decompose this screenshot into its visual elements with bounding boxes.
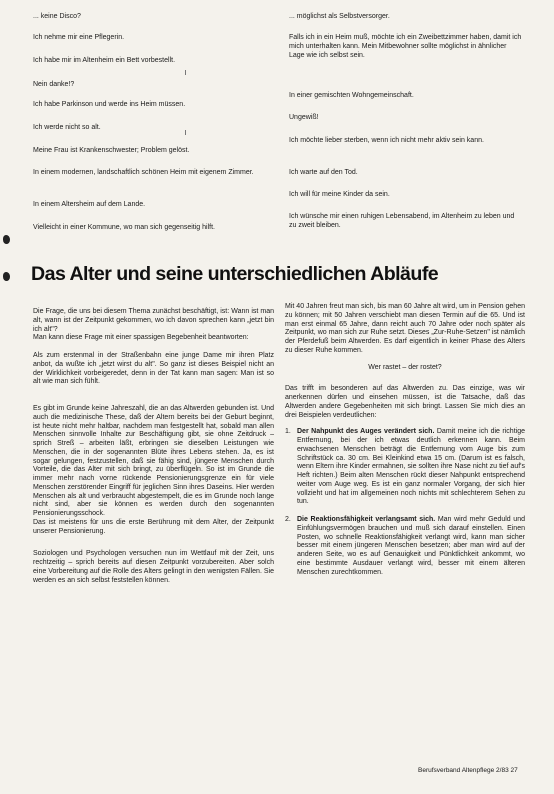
punch-hole-bottom bbox=[3, 272, 10, 281]
quote: Ungewiß! bbox=[289, 114, 319, 121]
quote: Ich möchte lieber sterben, wenn ich nicht mehr aktiv sein kann. bbox=[289, 137, 484, 144]
quote: In einem modernen, landschaftlich schönen Heim mit eigenem Zimmer. bbox=[33, 169, 254, 176]
punch-hole-top bbox=[3, 235, 10, 244]
list-item-text: Damit meine ich die richtige Entfernung, bei der ich etwas deutlich erkennen kann. Beim erwachsenen Menschen beträgt die Entfernung vom Auge bis zum Schriftstück ca. 30 cm. Bei Kleinkind etwa 15 cm. (Darum ist es falsch, wenn Eltern ihre Kinder ermahnen, sie sollten ihre Nase nicht zu tief auf's Heft richten.) Beim alten Menschen rückt dieser Nahpunkt entsprechend weiter vom Auge weg. Es ist ein ganz normaler Vorgang, der sich hier vollzieht und hat im allgemeinen noch nichts mit schlechterem Sehen zu tun. bbox=[297, 428, 525, 506]
paragraph: Soziologen und Psychologen versuchen nun im Wettlauf mit der Zeit, uns rechtzeitig – sprich bereits auf diesen Zeitpunkt vorzubereiten. Aber solch eine Vorbereitung auf die Rolle des Alters gelingt in den wenigsten Fällen. Sie werden es an sich selbst feststellen können. bbox=[33, 550, 274, 584]
quote: Falls ich in ein Heim muß, möchte ich ein Zweibettzimmer haben, damit ich mich unterhalten kann. Mein Mitbewohner sollte möglichst in ähnlicher Lage wie ich selbst sein. bbox=[289, 34, 522, 59]
article-column-right bbox=[285, 303, 525, 585]
quote: Ich habe Parkinson und werde ins Heim müssen. bbox=[33, 101, 186, 108]
list-number: 2. bbox=[285, 516, 291, 523]
list-number: 1. bbox=[285, 428, 291, 436]
list-item bbox=[285, 516, 525, 577]
quote: Ich wünsche mir einen ruhigen Lebensabend, im Altenheim zu leben und zu zweit bleiben. bbox=[289, 213, 515, 229]
page-footer: Berufsverband Altenpflege 2/83 27 bbox=[418, 767, 518, 774]
quote: ... möglichst als Selbstversorger. bbox=[289, 13, 390, 20]
quote: Ich nehme mir eine Pflegerin. bbox=[33, 34, 125, 41]
quote: In einer gemischten Wohngemeinschaft. bbox=[289, 92, 414, 99]
quote: ... keine Disco? bbox=[33, 13, 81, 20]
paragraph: Die Frage, die uns bei diesem Thema zunächst beschäftigt, ist: Wann ist man alt, wann ist der Zeitpunkt gekommen, wo ich davon sprechen kann „jetzt bin ich alt"? bbox=[33, 308, 274, 333]
paragraph: Als zum erstenmal in der Straßenbahn eine junge Dame mir ihren Platz anbot, da wußte ich „jetzt wirst du alt". So ganz ist dieses Beispiel nicht an der Wirklichkeit vorbeigeredet, denn in der Tat kann man sagen: Man ist so alt wie man sich fühlt. bbox=[33, 352, 274, 386]
subheading: Wer rastet – der rostet? bbox=[368, 363, 442, 371]
quote: In einem Altersheim auf dem Lande. bbox=[33, 201, 146, 208]
quote: Ich will für meine Kinder da sein. bbox=[289, 191, 390, 198]
list-item-text: Man wird mehr Geduld und Einfühlungsvermögen brauchen und muß sich darauf einstellen. Einen Posten, wo schnelle Reaktionsfähigkeit verlangt wird, kann man sicher besser mit einem jüngeren Menschen besetzen; aber man wird auf der anderen Seite, wo es auf Genauigkeit und Pünktlichkeit ankommt, wo eine bestimmte Ausdauer verlangt wird, besser mit einem älteren Menschen zurechtkommen. bbox=[297, 516, 525, 576]
scan-mark bbox=[185, 70, 186, 75]
paragraph: Das ist meistens für uns die erste Berührung mit dem Alter, der Zeitpunkt unserer Pensionierung. bbox=[33, 518, 274, 535]
quote: Vielleicht in einer Kommune, wo man sich gegenseitig hilft. bbox=[33, 224, 215, 231]
quote: Nein danke!? bbox=[33, 81, 75, 88]
paragraph: Man kann diese Frage mit einer spassigen Begebenheit beantworten: bbox=[33, 334, 249, 342]
list-item bbox=[285, 428, 525, 507]
paragraph: Es gibt im Grunde keine Jahreszahl, die an das Altwerden gebunden ist. Und auch die medizinische These, daß der Altern bereits bei der Geburt beginnt, ist heute nicht mehr haltbar, nachdem man festgestellt hat, sobald man allen Menschen sinnvolle Inhalte zur Beschäftigung gibt, sie ohne Zeitdruck – sprich Streß – arbeiten läßt, erbringen sie dieselben Leistungen wie Menschen, die in der sogenannten Blüte ihres Lebens stehen. Ja, es ist sogar gelungen, festzustellen, daß sie fähig sind, jüngere Menschen durch Vorteile, die das Alter mit sich bringt, zu überflügeln. So ist im Grunde die immer mehr nach vorne rückende Pensionierungsgrenze ein für viele Menschen zerstörender Eingriff für jeglichen Sinn ihres Daseins. Hier werden Menschen als alt und verbraucht abgestempelt, die es im Grunde noch lange nicht sind, aber sie können es werden durch den sogenannten Pensionierungsschock. bbox=[33, 405, 274, 517]
paragraph: Das trifft im besonderen auf das Altwerden zu. Das einzige, was wir anerkennen dürfen und einsehen müssen, ist die Tatsache, daß das Altwerden andere Gegebenheiten mit sich bringt. Lassen Sie mich dies an drei Beispielen verdeutlichen: bbox=[285, 385, 525, 419]
article-column-left bbox=[33, 308, 274, 594]
quote: Ich habe mir im Altenheim ein Bett vorbestellt. bbox=[33, 57, 176, 64]
quote: Meine Frau ist Krankenschwester; Problem gelöst. bbox=[33, 147, 190, 154]
paragraph: Mit 40 Jahren freut man sich, bis man 60 Jahre alt wird, um in Pension gehen zu können; mit 50 Jahren verschiebt man diesen Termin auf die 65. Und ist man erst einmal 65 Jahre, dann reicht auch 70 Jahre oder noch später als Zeitpunkt, wo man sich zur Ruhe setzt. Dieses „Zur-Ruhe-Setzen" ist nämlich der Pferdefuß beim Altwerden. Es darf eigentlich in keiner Phase des Alters zu dieser Ruhe kommen. bbox=[285, 303, 525, 354]
quote: Ich werde nicht so alt. bbox=[33, 124, 101, 131]
list-item-title: Der Nahpunkt des Auges verändert sich. bbox=[297, 428, 435, 436]
scan-mark bbox=[185, 130, 186, 135]
example-list bbox=[285, 428, 525, 577]
list-item-title: Die Reaktionsfähigkeit verlangsamt sich. bbox=[297, 516, 436, 523]
quote: Ich warte auf den Tod. bbox=[289, 169, 358, 176]
article-headline: Das Alter und seine unterschiedlichen Abläufe bbox=[31, 263, 439, 285]
